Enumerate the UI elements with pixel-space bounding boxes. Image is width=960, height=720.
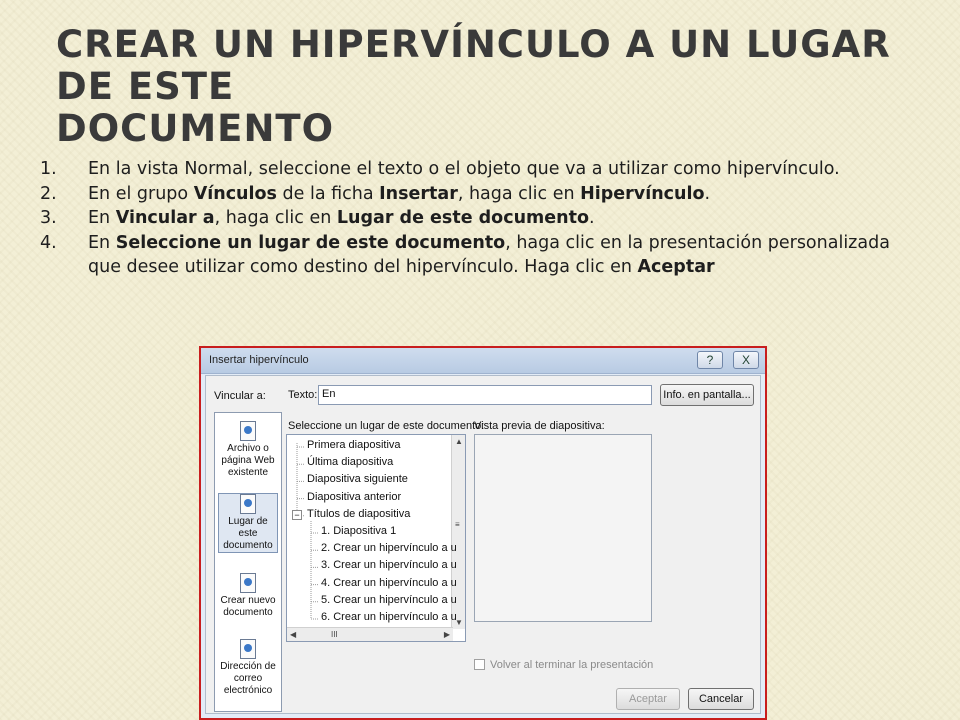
step-text: , haga clic en	[214, 208, 337, 228]
show-and-return-checkbox[interactable]	[474, 659, 485, 670]
scroll-right-arrow-icon[interactable]: ▶	[443, 630, 450, 639]
text-label: Texto:	[288, 389, 318, 401]
scroll-grip-icon: III	[331, 630, 338, 639]
screentip-button[interactable]: Info. en pantalla...	[660, 384, 754, 406]
tree-item[interactable]: 6. Crear un hipervínculo a u	[321, 611, 457, 623]
step-emphasis: Vincular a	[115, 208, 215, 228]
web-page-icon	[240, 421, 256, 441]
step-emphasis: Seleccione un lugar de este documento	[115, 232, 506, 253]
link-option-place-in-document[interactable]	[218, 493, 278, 553]
instruction-list	[40, 157, 890, 280]
link-option-email[interactable]	[218, 639, 278, 697]
step-emphasis: Vínculos	[193, 183, 277, 204]
scroll-left-arrow-icon[interactable]: ◀	[290, 630, 297, 639]
step-text: de la ficha	[276, 183, 380, 204]
tree-item[interactable]: Primera diapositiva	[307, 439, 401, 451]
link-option-new-document[interactable]	[218, 573, 278, 619]
scroll-grip-icon: ≡	[455, 520, 460, 529]
link-option-label: Archivo o página Web existente	[221, 443, 275, 478]
link-option-existing-file[interactable]	[218, 421, 278, 479]
place-in-document-label: Seleccione un lugar de este documento:	[288, 420, 485, 432]
step-text: .	[704, 183, 711, 204]
slide-preview-label: Vista previa de diapositiva:	[474, 420, 605, 432]
ok-button[interactable]: Aceptar	[616, 688, 680, 710]
instruction-step	[40, 182, 890, 207]
step-emphasis: Aceptar	[637, 257, 715, 277]
display-text-input[interactable]: En	[318, 385, 652, 405]
slide-title-line-1: CREAR UN HIPERVÍNCULO A UN LUGAR DE ESTE	[56, 23, 891, 108]
link-option-label: Lugar de este documento	[223, 516, 273, 551]
step-text: .	[589, 208, 595, 228]
link-to-bar	[214, 412, 282, 712]
scroll-up-arrow-icon[interactable]: ▲	[455, 437, 463, 446]
tree-item[interactable]: Última diapositiva	[307, 456, 394, 469]
dialog-body	[205, 375, 761, 714]
show-and-return-label: Volver al terminar la presentación	[490, 659, 654, 671]
link-option-label: Dirección de correo electrónico	[220, 661, 276, 696]
step-text: , haga clic en la presentación personalizada que desee utilizar como destino del hipervínculo. Haga clic en	[88, 232, 890, 277]
step-text: En el grupo	[88, 183, 194, 204]
tree-item[interactable]: 5. Crear un hipervínculo a u	[321, 593, 457, 606]
step-number: 1.	[40, 159, 57, 179]
step-text: En la vista Normal, seleccione el texto o el objeto que va a utilizar como hipervínculo.	[88, 159, 840, 179]
link-to-label: Vincular a:	[214, 390, 266, 402]
tree-item[interactable]: Títulos de diapositiva	[307, 507, 411, 520]
close-button[interactable]: X	[733, 351, 759, 369]
instruction-step	[40, 206, 890, 231]
dialog-titlebar	[201, 348, 765, 374]
tree-item[interactable]: Diapositiva siguiente	[307, 473, 408, 486]
email-address-icon	[240, 639, 256, 659]
slide-preview-pane	[474, 434, 652, 622]
scroll-down-arrow-icon[interactable]: ▼	[455, 618, 463, 627]
step-text: , haga clic en	[457, 183, 581, 204]
instruction-step	[40, 231, 890, 280]
tree-item[interactable]: 2. Crear un hipervínculo a u	[321, 542, 457, 555]
instruction-step	[40, 157, 890, 182]
step-text: En	[88, 232, 116, 253]
place-in-document-tree[interactable]	[286, 434, 466, 642]
new-document-icon	[240, 573, 256, 593]
step-emphasis: Hipervínculo	[580, 183, 705, 204]
tree-item[interactable]: 1. Diapositiva 1	[321, 525, 397, 537]
step-number: 2.	[40, 183, 57, 204]
collapse-toggle-icon[interactable]: −	[292, 510, 302, 520]
place-in-document-icon	[240, 494, 256, 514]
dialog-title: Insertar hipervínculo	[209, 354, 309, 366]
step-number: 3.	[40, 208, 57, 228]
link-option-label: Crear nuevo documento	[220, 595, 276, 618]
tree-horizontal-scrollbar[interactable]	[287, 627, 453, 641]
cancel-button[interactable]: Cancelar	[688, 688, 754, 710]
step-number: 4.	[40, 232, 57, 253]
insert-hyperlink-dialog	[199, 346, 767, 720]
tree-item[interactable]: 3. Crear un hipervínculo a u	[321, 559, 457, 572]
tree-item[interactable]: Diapositiva anterior	[307, 490, 402, 503]
step-emphasis: Lugar de este documento	[336, 208, 589, 228]
step-emphasis: Insertar	[379, 183, 458, 204]
slide-title	[56, 24, 936, 150]
help-button[interactable]: ?	[697, 351, 723, 369]
tree-item[interactable]: 4. Crear un hipervínculo a u	[321, 576, 457, 589]
step-text: En	[88, 208, 116, 228]
slide-title-line-2: DOCUMENTO	[56, 107, 335, 150]
